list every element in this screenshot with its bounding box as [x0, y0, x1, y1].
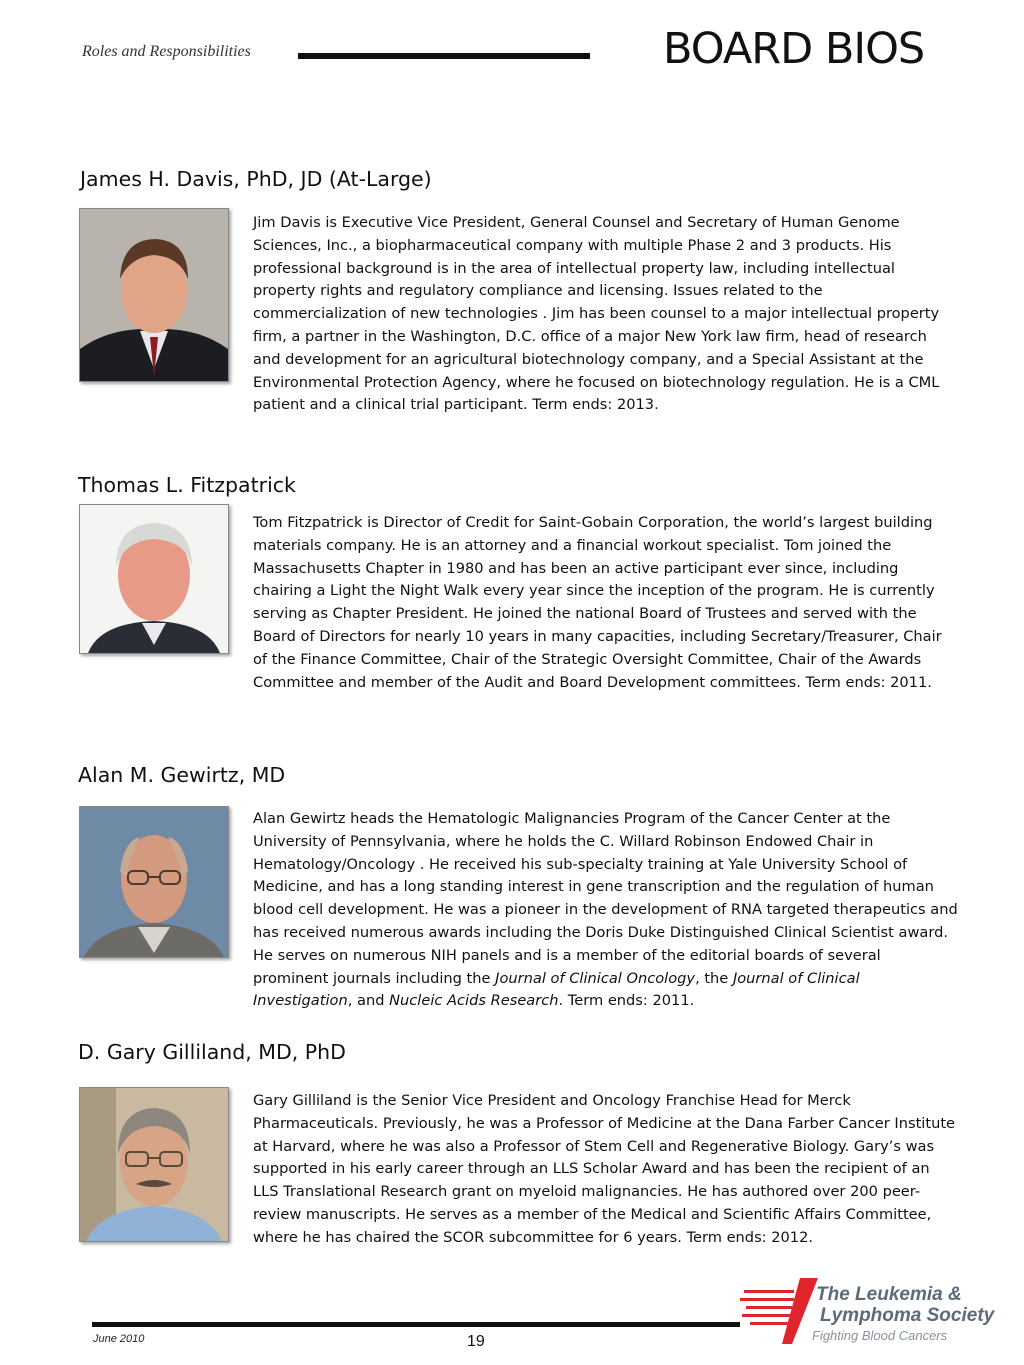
- journal-title: Journal of Clinical Oncology: [495, 969, 696, 987]
- bio-separator: , the: [695, 969, 733, 987]
- member-photo: [79, 504, 229, 654]
- member-name: Alan M. Gewirtz, MD: [78, 763, 286, 787]
- member-bio-text: Gary Gilliland is the Senior Vice President and Oncology Franchise Head for Merck Pharmaceuticals. Previously, he was a Professor of Medicine at the Dana Farber Cancer Institute at Harvard, where he was also a Professor of Stem Cell and Regenerative Biology. Gary’s was supported in his early career through an LLS Scholar Award and has been the recipient of an LLS Translational Research grant on myeloid malignancies. He has authored over 200 peer-review manuscripts. He serves as a member of the Medical and Scientific Affairs Committee, where he has chaired the SCOR subcommittee for 6 years. Term ends: 2012.: [253, 1092, 956, 1246]
- journal-title: Nucleic Acids Research: [389, 992, 559, 1010]
- footer-date: June 2010: [93, 1333, 145, 1345]
- footer-rule: [92, 1322, 740, 1327]
- logo-tagline: Fighting Blood Cancers: [812, 1328, 948, 1343]
- journal-title: Journal of Clinical Investigation: [253, 969, 860, 1010]
- lls-logo: [740, 1276, 1010, 1348]
- section-label: Roles and Responsibilities: [82, 43, 251, 60]
- page-title: BOARD BIOS: [663, 24, 925, 74]
- member-photo: [79, 806, 229, 958]
- member-name: Thomas L. Fitzpatrick: [78, 473, 296, 497]
- member-bio-text: Jim Davis is Executive Vice President, General Counsel and Secretary of Human Genome Sciences, Inc., a biopharmaceutical company with multiple Phase 2 and 3 products. His professional background is in the area of intellectual property law, including intellectual property rights and regulatory compliance and licensing. Issues related to the commercialization of new technologies . Jim has been counsel to a major intellectual property firm, a partner in the Washington, D.C. office of a major New York law firm, head of research and development for an agricultural biotechnology company, and a Special Assistant at the Environmental Protection Agency, where he focused on biotechnology regulation. He is a CML patient and a clinical trial participant. Term ends: 2013.: [253, 214, 940, 414]
- member-name: James H. Davis, PhD, JD (At-Large): [80, 167, 432, 191]
- member-bio-text: [253, 808, 958, 1013]
- header-rule: [298, 53, 590, 59]
- bio-separator: , and: [347, 992, 390, 1010]
- member-bio: [253, 808, 958, 1013]
- member-bio-intro: Alan Gewirtz heads the Hematologic Malignancies Program of the Cancer Center at the University of Pennsylvania, where he holds the C. Willard Robinson Endowed Chair in Hematology/Oncology . He received his sub-specialty training at Yale University School of Medicine, and has a long standing interest in gene transcription and the regulation of human blood cell development. He was a pioneer in the development of RNA targeted therapeutics and has received numerous awards including the Doris Duke Distinguished Clinical Scientist award. He serves on numerous NIH panels and is a member of the editorial boards of several prominent journals including the: [253, 810, 958, 987]
- member-bio-text: Tom Fitzpatrick is Director of Credit for Saint-Gobain Corporation, the world’s largest building materials company. He is an attorney and a financial workout specialist. Tom joined the Massachusetts Chapter in 1980 and has been an active participant ever since, including chairing a Light the Night Walk every year since the inception of the program. He is currently serving as Chapter President. He joined the national Board of Trustees and served with the Board of Directors for nearly 10 years in many capacities, including Secretary/Treasurer, Chair of the Finance Committee, Chair of the Strategic Oversight Committee, Chair of the Awards Committee and member of the Audit and Board Development committees. Term ends: 2011.: [253, 514, 942, 691]
- logo-line2: Lymphoma Society: [820, 1305, 995, 1326]
- page-number: 19: [467, 1333, 485, 1350]
- member-bio: [253, 212, 958, 417]
- member-bio: [253, 1090, 958, 1250]
- member-name: D. Gary Gilliland, MD, PhD: [78, 1040, 346, 1064]
- member-bio-end: . Term ends: 2011.: [558, 992, 695, 1010]
- member-photo: [79, 208, 229, 382]
- logo-line1: The Leukemia &: [816, 1284, 962, 1305]
- member-photo: [79, 1087, 229, 1242]
- lls-logo-mark-icon: [740, 1276, 818, 1346]
- member-bio: [253, 512, 958, 694]
